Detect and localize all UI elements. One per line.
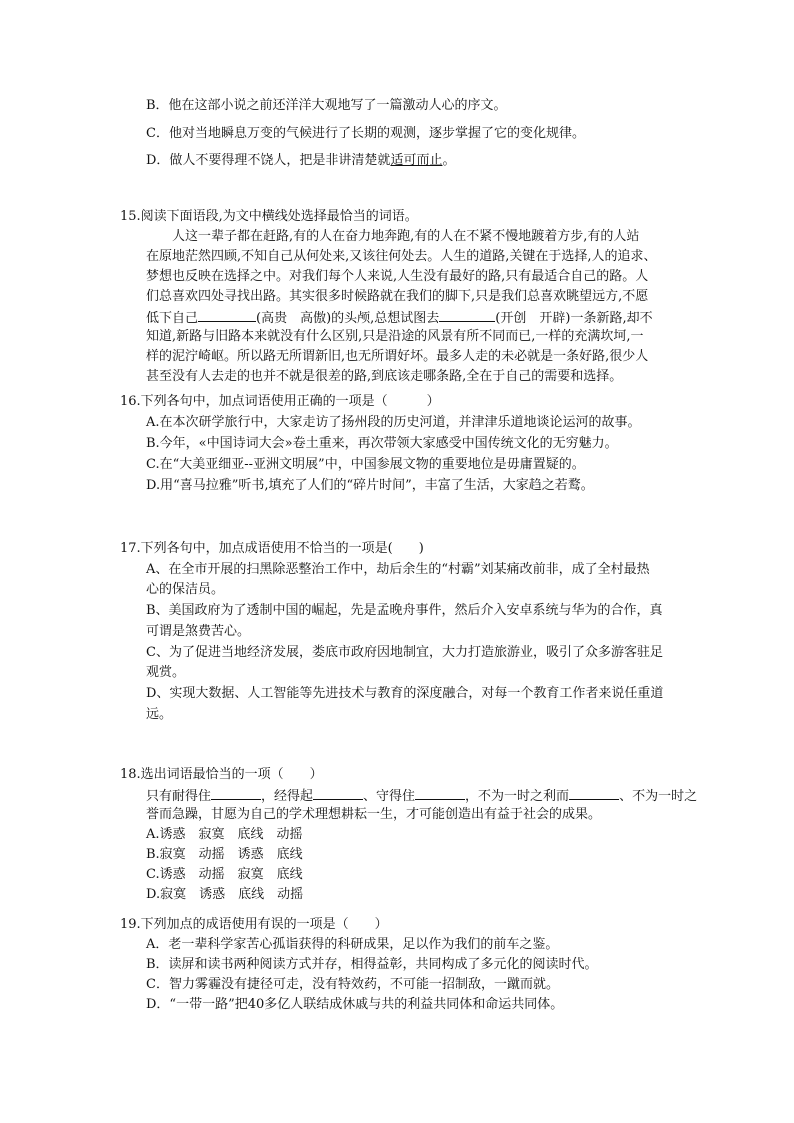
- question-19-title: 19.下列加点的成语使用有误的一项是（ ）: [120, 917, 388, 932]
- fill-blank[interactable]: [569, 786, 619, 800]
- option-b: B．他在这部小说之前还洋洋大观地写了一篇激动人心的序文。: [146, 98, 507, 113]
- option-c-cont: 观赏。: [146, 665, 186, 680]
- question-16-title: 16.下列各句中，加点词语使用正确的一项是（ ）: [120, 394, 440, 409]
- question-18-stem: [146, 786, 697, 805]
- passage-line: 们总喜欢四处寻找出路。其实很多时候路就在我们的脚下,只是我们总喜欢眺望远方,不愿: [146, 289, 649, 304]
- option-b: B.今年，«中国诗词大会»卷土重来，再次带领大家感受中国传统文化的无穷魅力。: [146, 436, 618, 451]
- underlined-idiom: 适可而止: [390, 153, 443, 168]
- passage-line: 在原地茫然四顾,不知自己从何处来,又该往何处去。人生的道路,关键在于选择,人的追求、: [146, 249, 657, 264]
- option-d: D.寂寞 诱惑 底线 动摇: [146, 887, 304, 902]
- passage-line: 人这一辈子都在赶路,有的人在奋力地奔跑,有的人在不紧不慢地踱着方步,有的人站: [172, 229, 640, 244]
- passage-text: 低下自己: [146, 311, 199, 326]
- option-a: A、在全市开展的扫黑除恶整治工作中，劫后余生的“村霸”刘某痛改前非，成了全村最热: [146, 562, 650, 577]
- stem-text: ，经得起: [261, 789, 314, 804]
- option-b: B．读屏和读书两种阅读方式并存，相得益彰，共同构成了多元化的阅读时代。: [146, 957, 598, 972]
- option-b: B、美国政府为了透制中国的崛起，先是孟晚舟事件，然后介入安卓系统与华为的合作，真: [146, 603, 663, 618]
- option-d: D、实现大数据、人工智能等先进技术与教育的深度融合，对每一个教育工作者来说任重道: [146, 686, 664, 701]
- question-17-title: 17.下列各句中，加点成语使用不恰当的一项是( ): [120, 541, 424, 556]
- option-c: C．他对当地瞬息万变的气候进行了长期的观测，逐步掌握了它的变化规律。: [146, 126, 585, 141]
- passage-text: (高贵 高傲)的头颅,总想试图去: [256, 311, 440, 326]
- passage-line: 样的泥泞崎岖。所以路无所谓新旧,也无所谓好坏。最多人走的未必就是一条好路,很少人: [146, 349, 649, 364]
- question-15-title: 15.阅读下面语段,为文中横线处选择最恰当的词语。: [120, 209, 418, 224]
- passage-line-blanks: [146, 308, 653, 327]
- option-c: C．智力雾霾没有捷径可走，没有特效药，不可能一招制敌，一蹴而就。: [146, 977, 559, 992]
- option-c: C.在“大美亚细亚--亚洲文明展”中，中国参展文物的重要地位是毋庸置疑的。: [146, 457, 585, 472]
- passage-line: 甚至没有人去走的也并不就是很差的路,到底该走哪条路,全在于自己的需要和选择。: [146, 369, 623, 384]
- option-a: A.诱惑 寂寞 底线 动摇: [146, 827, 303, 842]
- question-18-title: 18.选出词语最恰当的一项（ ）: [120, 767, 323, 782]
- option-c: C、为了促进当地经济发展，娄底市政府因地制宜，大力打造旅游业，吸引了众多游客驻足: [146, 645, 663, 660]
- fill-blank[interactable]: [198, 308, 256, 322]
- option-b-cont: 可谓是煞费苦心。: [146, 624, 251, 639]
- option-d-end: 。: [442, 153, 456, 168]
- passage-line: 梦想也反映在选择之中。对我们每个人来说,人生没有最好的路,只有最适合自己的路。人: [146, 269, 649, 284]
- option-d-text: D．做人不要得理不饶人，把是非讲清楚就: [146, 153, 391, 168]
- option-d: D.用“喜马拉雅”听书,填充了人们的“碎片时间”，丰富了生活，大家趋之若鹜。: [146, 478, 594, 493]
- option-a-cont: 心的保洁员。: [146, 582, 225, 597]
- stem-text: 、守得住: [363, 789, 416, 804]
- fill-blank[interactable]: [415, 786, 465, 800]
- option-d: [146, 152, 455, 169]
- passage-text: (开创 开辟)一条新路,却不: [495, 311, 653, 326]
- option-b: B.寂寞 动摇 诱惑 底线: [146, 847, 303, 862]
- option-a: A.在本次研学旅行中，大家走访了扬州段的历史河道，并津津乐道地谈论运河的故事。: [146, 415, 641, 430]
- fill-blank[interactable]: [439, 308, 495, 322]
- option-d: D．“一带一路”把40多亿人联结成休戚与共的利益共同体和命运共同体。: [146, 997, 564, 1012]
- option-c: C.诱惑 动摇 寂寞 底线: [146, 867, 303, 882]
- fill-blank[interactable]: [211, 786, 261, 800]
- stem-text: 只有耐得住: [146, 789, 212, 804]
- stem-text: 、不为一时之: [619, 789, 698, 804]
- option-a: A．老一辈科学家苦心孤诣获得的科研成果，足以作为我们的前车之鉴。: [146, 937, 559, 952]
- question-18-stem-cont: 誉而急躁，甘愿为自己的学术理想耕耘一生，才可能创造出有益于社会的成果。: [146, 807, 602, 822]
- fill-blank[interactable]: [313, 786, 363, 800]
- passage-line: 知道,新路与旧路本来就没有什么区别,只是沿途的风景有所不同而已,一样的充满坎坷,一: [146, 329, 644, 344]
- stem-text: ，不为一时之利而: [465, 789, 570, 804]
- option-d-cont: 远。: [146, 707, 173, 722]
